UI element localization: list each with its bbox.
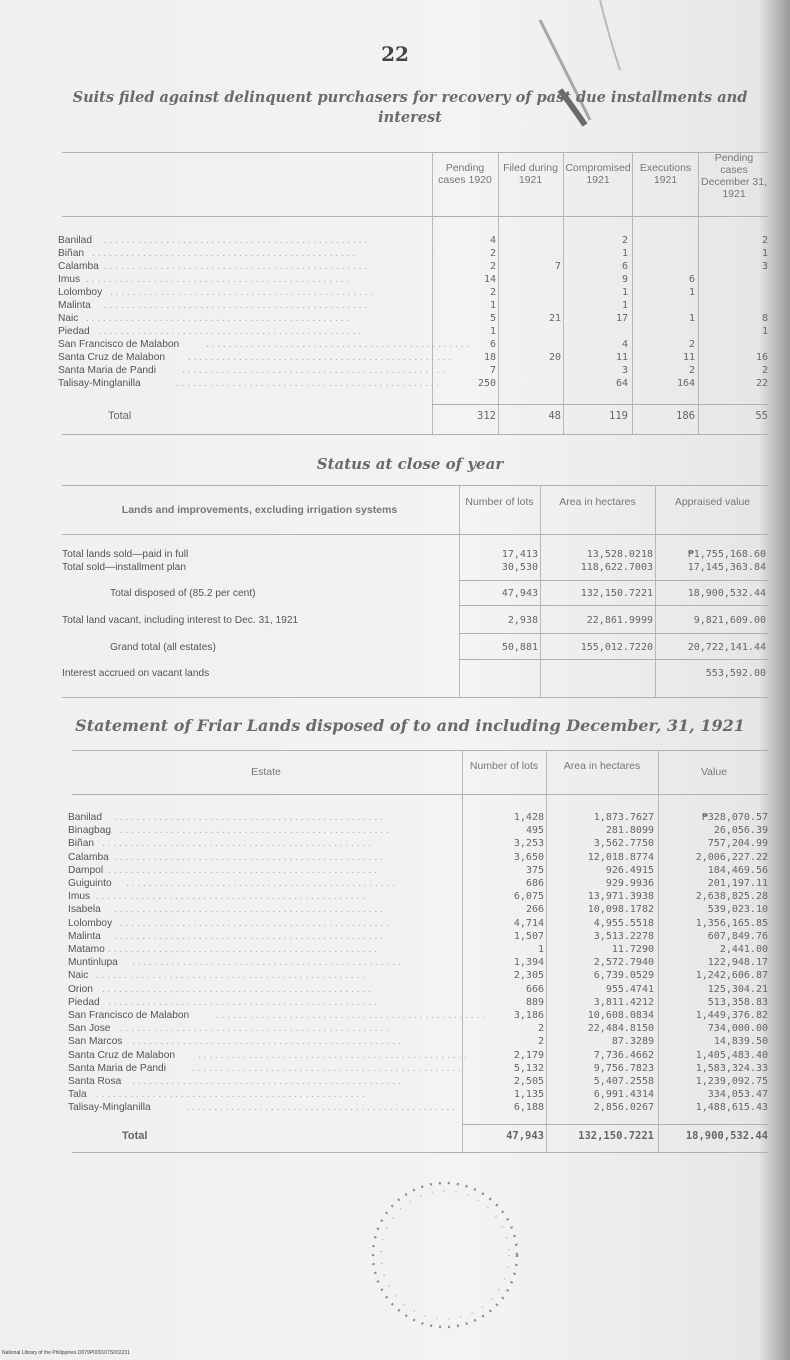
row-name: Piedad <box>58 326 90 337</box>
footer-archive-id: National Library of the Philippines D079P000107S002231 <box>2 1350 130 1356</box>
cell-value: 5,407.2558 <box>593 1076 654 1087</box>
row-name: Matamo <box>68 944 105 955</box>
table-row <box>68 865 772 876</box>
table-row <box>58 326 770 337</box>
cell-value: 64 <box>615 378 628 389</box>
table-row <box>68 918 772 929</box>
row-name: Malinta <box>68 930 101 942</box>
leader-dots: . . . . . . . . . . . . . . . . . . . . . . . . . . . . . . . . . . . . . . . . . . . . . . . . <box>114 851 383 863</box>
leader-dots: . . . . . . . . . . . . . . . . . . . . . . . . . . . . . . . . . . . . . . . . . . . . . . . . <box>132 1036 401 1048</box>
cell-value: 1 <box>688 313 695 324</box>
table-row <box>58 274 770 285</box>
cell-value: 22,484.8150 <box>587 1023 654 1035</box>
suits-title: Suits filed against delinquent purchasers for recovery of past due installments and interest <box>72 89 748 126</box>
cell-value: 6 <box>621 261 628 272</box>
cell-value: 1 <box>688 287 695 298</box>
row-name: Banilad <box>68 812 102 823</box>
total-value: 47,943 <box>506 1130 544 1142</box>
cell-value: ₱328,070.57 <box>701 812 768 823</box>
friar-bottom-rule <box>72 1152 768 1153</box>
leader-dots: . . . . . . . . . . . . . . . . . . . . . . . . . . . . . . . . . . . . . . . . . . . . . . . . <box>108 864 377 876</box>
cell-value: 6 <box>688 274 695 285</box>
row-name: Talisay-Minglanilla <box>68 1102 151 1114</box>
cell-value: 26,056.39 <box>713 825 768 837</box>
suits-col-filed-1921: Filed during 1921 <box>503 162 558 186</box>
table-row <box>68 970 772 981</box>
cell-value: 20,722,141.44 <box>687 642 766 653</box>
table-row <box>68 957 772 968</box>
cell-value: 13,971.3938 <box>587 891 654 903</box>
cell-value: 6,739.0529 <box>593 970 654 982</box>
table-row <box>68 812 772 823</box>
cell-value: 22,861.9999 <box>586 615 653 626</box>
leader-dots: . . . . . . . . . . . . . . . . . . . . . . . . . . . . . . . . . . . . . . . . . . . . . . . . <box>132 1076 401 1087</box>
cell-value: 6,991.4314 <box>593 1089 654 1101</box>
table-row <box>62 615 772 626</box>
row-name: Imus <box>58 274 81 285</box>
cell-value: 87.3289 <box>611 1036 654 1048</box>
cell-value: 1,449,376.82 <box>695 1010 768 1021</box>
friar-title: Statement of Friar Lands disposed of to and including December, 31, 1921 <box>75 716 745 735</box>
cell-value: 7 <box>489 365 496 376</box>
status-header-rule <box>62 534 768 535</box>
cell-value: 2 <box>489 261 496 272</box>
cell-value: 125,304.21 <box>707 983 768 995</box>
cell-value: 7 <box>554 261 561 272</box>
cell-value: 17,413 <box>501 549 538 560</box>
cell-value: 18,900,532.44 <box>687 588 766 599</box>
friar-col-estate: Estate <box>251 766 281 778</box>
cell-value: 1,242,606.87 <box>695 970 768 982</box>
leader-dots: . . . . . . . . . . . . . . . . . . . . . . . . . . . . . . . . . . . . . . . . . . . . . . . . <box>114 904 383 916</box>
cell-value: 12,018.8774 <box>587 851 654 863</box>
total-value: 48 <box>548 410 561 422</box>
row-name: Isabela <box>68 904 101 916</box>
cell-value: 1,583,324.33 <box>695 1062 768 1074</box>
leader-dots: . . . . . . . . . . . . . . . . . . . . . . . . . . . . . . . . . . . . . . . . . . . . . . . . <box>114 930 383 942</box>
cell-value: 2 <box>489 248 496 259</box>
cell-value: 4 <box>489 235 496 246</box>
row-name: Grand total (all estates) <box>110 642 216 653</box>
table-row <box>58 287 770 298</box>
row-name: Santa Rosa <box>68 1076 122 1087</box>
cell-value: 10,608.0834 <box>587 1010 654 1021</box>
table-row <box>68 1089 772 1100</box>
cell-value: ₱1,755,168.60 <box>687 549 766 560</box>
cell-value: 6,075 <box>513 891 544 903</box>
status-sum-rule <box>459 605 768 606</box>
page-number: 22 <box>381 42 409 66</box>
row-name: Interest accrued on vacant lands <box>62 668 210 679</box>
total-value: 18,900,532.44 <box>685 1130 768 1142</box>
table-row <box>68 852 772 863</box>
cell-value: 757,204.99 <box>707 838 768 850</box>
cell-value: 18 <box>483 352 496 363</box>
table-row <box>68 904 772 915</box>
leader-dots: . . . . . . . . . . . . . . . . . . . . . . . . . . . . . . . . . . . . . . . . . . . . . . . . <box>120 917 389 929</box>
table-row <box>68 1036 772 1047</box>
cell-value: 539,023.10 <box>707 904 768 916</box>
cell-value: 3 <box>621 365 628 376</box>
row-name: Tala <box>68 1089 87 1101</box>
cell-value: 1,405,483.40 <box>695 1049 768 1061</box>
cell-value: 250 <box>477 378 496 389</box>
status-sum-rule <box>459 633 768 634</box>
table-row <box>62 668 772 679</box>
cell-value: 13,528.0218 <box>586 549 653 560</box>
row-name: Biñan <box>58 248 85 259</box>
cell-value: 734,000.00 <box>707 1023 768 1035</box>
table-row <box>68 1050 772 1061</box>
cell-value: 926.4915 <box>605 864 654 876</box>
cell-value: 266 <box>525 904 544 916</box>
table-row <box>58 313 770 324</box>
cell-value: 1 <box>621 300 628 311</box>
library-stamp-seal <box>360 1170 530 1340</box>
cell-value: 3 <box>761 261 768 272</box>
table-row <box>68 944 772 955</box>
row-name: Total sold—installment plan <box>62 562 187 573</box>
suits-col-pending-1920: Pending cases 1920 <box>438 162 492 186</box>
cell-value: 3,186 <box>513 1010 544 1021</box>
cell-value: 5,132 <box>513 1062 544 1074</box>
cell-value: 16 <box>755 352 768 363</box>
friar-col-value: Value <box>700 766 728 778</box>
cell-value: 6 <box>489 339 496 350</box>
table-row <box>68 931 772 942</box>
row-name: Malinta <box>58 300 91 311</box>
cell-value: 3,562.7750 <box>593 838 654 850</box>
cell-value: 929.9936 <box>605 878 654 889</box>
row-name: Naic <box>68 970 89 982</box>
cell-value: 2 <box>688 365 695 376</box>
cell-value: 4,714 <box>513 917 544 929</box>
cell-value: 2,856.0267 <box>593 1102 654 1114</box>
cell-value: 30,530 <box>501 562 538 573</box>
cell-value: 184,469.56 <box>707 864 768 876</box>
cell-value: 5 <box>489 313 496 324</box>
row-name: Biñan <box>68 838 95 850</box>
table-row <box>68 838 772 849</box>
cell-value: 1 <box>537 944 544 955</box>
leader-dots: . . . . . . . . . . . . . . . . . . . . . . . . . . . . . . . . . . . . . . . . . . . . . . . . <box>198 1049 467 1061</box>
cell-value: 4 <box>621 339 628 350</box>
cell-value: 375 <box>525 864 544 876</box>
cell-value: 2,179 <box>513 1049 544 1061</box>
suits-total-label: Total <box>108 410 132 422</box>
total-value: 119 <box>609 410 628 422</box>
suits-col-pending-dec: Pending cases December 31, 1921 <box>701 152 767 200</box>
row-name: Santa Cruz de Malabon <box>58 352 166 363</box>
cell-value: 9,821,609.00 <box>693 615 766 626</box>
table-row <box>68 1010 772 1021</box>
friar-total-rule <box>462 1124 768 1125</box>
cell-value: 2,638,825.28 <box>695 891 768 903</box>
leader-dots: . . . . . . . . . . . . . . . . . . . . . . . . . . . . . . . . . . . . . . . . . . . . . . . <box>206 339 470 350</box>
cell-value: 201,197.11 <box>707 878 768 889</box>
leader-dots: . . . . . . . . . . . . . . . . . . . . . . . . . . . . . . . . . . . . . . . . . . . . . . . <box>98 326 362 337</box>
total-value: 55 <box>755 410 768 422</box>
cell-value: 50,881 <box>501 642 538 653</box>
row-name: San Jose <box>68 1023 111 1035</box>
cell-value: 47,943 <box>501 588 538 599</box>
cell-value: 2 <box>489 287 496 298</box>
cell-value: 9 <box>621 274 628 285</box>
cell-value: 3,253 <box>513 838 544 850</box>
cell-value: 6,188 <box>513 1102 544 1114</box>
suits-header-rule <box>62 216 768 217</box>
suits-col-compromised: Compromised 1921 <box>565 162 631 186</box>
table-row <box>62 549 772 560</box>
cell-value: 553,592.00 <box>705 668 766 679</box>
cell-value: 955.4741 <box>605 983 654 995</box>
cell-value: 14 <box>483 274 496 285</box>
cell-value: 3,811.4212 <box>593 996 654 1008</box>
table-row <box>58 235 770 246</box>
row-name: Piedad <box>68 996 100 1008</box>
cell-value: 2 <box>761 235 768 246</box>
table-row <box>58 261 770 272</box>
row-name: Santa Cruz de Malabon <box>68 1049 176 1061</box>
status-col-area: Area in hectares <box>559 496 636 508</box>
leader-dots: . . . . . . . . . . . . . . . . . . . . . . . . . . . . . . . . . . . . . . . . . . . . . . . <box>86 274 350 285</box>
row-name: Santa Maria de Pandi <box>58 365 156 376</box>
row-name: Banilad <box>58 235 92 246</box>
table-row <box>58 339 770 350</box>
table-row <box>68 1102 772 1113</box>
leader-dots: . . . . . . . . . . . . . . . . . . . . . . . . . . . . . . . . . . . . . . . . . . . . . . . <box>182 365 446 376</box>
cell-value: 14,839.50 <box>713 1036 768 1048</box>
cell-value: 20 <box>548 352 561 363</box>
cell-value: 686 <box>525 878 544 889</box>
table-row <box>58 352 770 363</box>
cell-value: 118,622.7003 <box>580 562 653 573</box>
row-name: San Francisco de Malabon <box>68 1010 190 1021</box>
leader-dots: . . . . . . . . . . . . . . . . . . . . . . . . . . . . . . . . . . . . . . . . . . . . . . . <box>92 248 356 259</box>
cell-value: 2,572.7940 <box>593 957 654 969</box>
status-title: Status at close of year <box>316 455 504 473</box>
cell-value: 3,650 <box>513 851 544 863</box>
leader-dots: . . . . . . . . . . . . . . . . . . . . . . . . . . . . . . . . . . . . . . . . . . . . . . . . <box>186 1102 455 1114</box>
leader-dots: . . . . . . . . . . . . . . . . . . . . . . . . . . . . . . . . . . . . . . . . . . . . . . . <box>176 378 440 389</box>
suits-total-rule <box>432 404 768 405</box>
table-row <box>58 248 770 259</box>
cell-value: 3,513.2278 <box>593 930 654 942</box>
cell-value: 2,006,227.22 <box>695 851 768 863</box>
suits-col-executions: Executions 1921 <box>639 162 692 186</box>
cell-value: 164 <box>676 378 695 389</box>
cell-value: 155,012.7220 <box>580 642 653 653</box>
leader-dots: . . . . . . . . . . . . . . . . . . . . . . . . . . . . . . . . . . . . . . . . . . . . . . . . <box>126 878 395 889</box>
status-sum-rule <box>459 580 768 581</box>
cell-value: 334,053.47 <box>707 1089 768 1101</box>
cell-value: 281.8099 <box>605 825 654 837</box>
row-name: Naic <box>58 313 79 324</box>
cell-value: 2,441.00 <box>719 944 768 955</box>
cell-value: 1 <box>621 248 628 259</box>
cell-value: 889 <box>525 996 544 1008</box>
leader-dots: . . . . . . . . . . . . . . . . . . . . . . . . . . . . . . . . . . . . . . . . . . . . . . . . <box>216 1010 485 1021</box>
cell-value: 2 <box>688 339 695 350</box>
cell-value: 1,428 <box>513 812 544 823</box>
cell-value: 4,955.5518 <box>593 917 654 929</box>
cell-value: 1,356,165.85 <box>695 917 768 929</box>
table-row <box>68 878 772 889</box>
row-name: Santa Maria de Pandi <box>68 1062 166 1074</box>
cell-value: 1 <box>621 287 628 298</box>
table-row <box>68 1063 772 1074</box>
cell-value: 11 <box>682 352 695 363</box>
leader-dots: . . . . . . . . . . . . . . . . . . . . . . . . . . . . . . . . . . . . . . . . . . . . . . . . <box>108 996 377 1008</box>
leader-dots: . . . . . . . . . . . . . . . . . . . . . . . . . . . . . . . . . . . . . . . . . . . . . . . . <box>102 838 371 850</box>
status-top-rule <box>62 485 768 486</box>
cell-value: 8 <box>761 313 768 324</box>
cell-value: 513,358.83 <box>707 996 768 1008</box>
cell-value: 1,135 <box>513 1089 544 1101</box>
row-name: Lolomboy <box>68 917 113 929</box>
cell-value: 9,756.7823 <box>593 1062 654 1074</box>
table-row <box>58 365 770 376</box>
cell-value: 2 <box>761 365 768 376</box>
friar-col-lots: Number of lots <box>469 760 539 772</box>
leader-dots: . . . . . . . . . . . . . . . . . . . . . . . . . . . . . . . . . . . . . . . . . . . . . . . . <box>114 812 383 823</box>
row-name: Total disposed of (85.2 per cent) <box>110 588 256 599</box>
status-col-value: Appraised value <box>674 496 751 508</box>
row-name: Total land vacant, including interest to Dec. 31, 1921 <box>62 615 299 626</box>
row-name: Muntinlupa <box>68 957 118 969</box>
cell-value: 1 <box>761 248 768 259</box>
cell-value: 1 <box>489 300 496 311</box>
cell-value: 1,873.7627 <box>593 812 654 823</box>
leader-dots: . . . . . . . . . . . . . . . . . . . . . . . . . . . . . . . . . . . . . . . . . . . . . . . <box>86 313 350 324</box>
leader-dots: . . . . . . . . . . . . . . . . . . . . . . . . . . . . . . . . . . . . . . . . . . . . . . . . <box>120 1023 389 1035</box>
table-row <box>68 891 772 902</box>
cell-value: 17 <box>615 313 628 324</box>
leader-dots: . . . . . . . . . . . . . . . . . . . . . . . . . . . . . . . . . . . . . . . . . . . . . . . <box>188 352 452 363</box>
table-row <box>68 997 772 1008</box>
row-name: Total lands sold—paid in full <box>62 549 189 560</box>
row-name: Calamba <box>68 851 109 863</box>
table-row <box>68 1023 772 1034</box>
suits-bottom-rule <box>62 434 768 435</box>
cell-value: 21 <box>548 313 561 324</box>
leader-dots: . . . . . . . . . . . . . . . . . . . . . . . . . . . . . . . . . . . . . . . . . . . . . . . . <box>96 891 365 903</box>
cell-value: 132,150.7221 <box>580 588 653 599</box>
table-row <box>68 1076 772 1087</box>
cell-value: 495 <box>525 825 544 837</box>
friar-total-label: Total <box>122 1130 148 1142</box>
row-name: Talisay-Minglanilla <box>58 378 141 389</box>
status-col-lots: Number of lots <box>465 496 534 508</box>
cell-value: 1,394 <box>513 957 544 969</box>
row-name: San Francisco de Malabon <box>58 339 180 350</box>
cell-value: 2,938 <box>507 615 538 626</box>
cell-value: 607,849.76 <box>707 930 768 942</box>
cell-value: 11 <box>615 352 628 363</box>
leader-dots: . . . . . . . . . . . . . . . . . . . . . . . . . . . . . . . . . . . . . . . . . . . . . . . <box>104 235 368 246</box>
friar-top-rule <box>72 750 768 751</box>
row-name: Dampol <box>68 864 104 876</box>
suits-top-rule <box>62 152 768 153</box>
leader-dots: . . . . . . . . . . . . . . . . . . . . . . . . . . . . . . . . . . . . . . . . . . . . . . . . <box>192 1062 461 1074</box>
total-value: 132,150.7221 <box>578 1130 654 1142</box>
friar-header-rule <box>72 794 768 795</box>
cell-value: 1,507 <box>513 930 544 942</box>
cell-value: 666 <box>525 983 544 995</box>
cell-value: 22 <box>755 378 768 389</box>
cell-value: 1,488,615.43 <box>695 1102 768 1114</box>
cell-value: 2 <box>621 235 628 246</box>
cell-value: 1 <box>761 326 768 337</box>
cell-value: 17,145,363.84 <box>687 562 766 573</box>
total-value: 312 <box>477 410 496 422</box>
table-row <box>58 378 770 389</box>
leader-dots: . . . . . . . . . . . . . . . . . . . . . . . . . . . . . . . . . . . . . . . . . . . . . . . <box>104 300 368 311</box>
status-bottom-rule <box>62 697 768 698</box>
row-name: Lolomboy <box>58 287 103 298</box>
table-row <box>68 984 772 995</box>
row-name: San Marcos <box>68 1036 123 1048</box>
table-row <box>68 825 772 836</box>
row-name: Guiguinto <box>68 878 112 889</box>
leader-dots: . . . . . . . . . . . . . . . . . . . . . . . . . . . . . . . . . . . . . . . . . . . . . . . . <box>120 825 389 837</box>
leader-dots: . . . . . . . . . . . . . . . . . . . . . . . . . . . . . . . . . . . . . . . . . . . . . . . . <box>108 944 377 955</box>
row-name: Binagbag <box>68 825 112 837</box>
leader-dots: . . . . . . . . . . . . . . . . . . . . . . . . . . . . . . . . . . . . . . . . . . . . . . . . <box>102 983 371 995</box>
cell-value: 2 <box>537 1023 544 1035</box>
cell-value: 7,736.4662 <box>593 1049 654 1061</box>
leader-dots: . . . . . . . . . . . . . . . . . . . . . . . . . . . . . . . . . . . . . . . . . . . . . . . <box>110 287 374 298</box>
cell-value: 2,505 <box>513 1076 544 1087</box>
friar-col-area: Area in hectares <box>563 760 641 772</box>
status-header-label: Lands and improvements, excluding irrigation systems <box>121 504 398 516</box>
leader-dots: . . . . . . . . . . . . . . . . . . . . . . . . . . . . . . . . . . . . . . . . . . . . . . . <box>104 261 368 272</box>
leader-dots: . . . . . . . . . . . . . . . . . . . . . . . . . . . . . . . . . . . . . . . . . . . . . . . . <box>132 957 401 969</box>
leader-dots: . . . . . . . . . . . . . . . . . . . . . . . . . . . . . . . . . . . . . . . . . . . . . . . . <box>96 1089 365 1101</box>
cell-value: 2 <box>537 1036 544 1048</box>
row-name: Orion <box>68 983 93 995</box>
row-name: Calamba <box>58 261 99 272</box>
cell-value: 1 <box>489 326 496 337</box>
row-name: Imus <box>68 891 91 903</box>
table-row <box>62 588 772 599</box>
leader-dots: . . . . . . . . . . . . . . . . . . . . . . . . . . . . . . . . . . . . . . . . . . . . . . . . <box>96 970 365 982</box>
table-row <box>62 562 772 573</box>
cell-value: 122,948.17 <box>707 957 768 969</box>
cell-value: 1,239,092.75 <box>695 1076 768 1087</box>
cell-value: 2,305 <box>513 970 544 982</box>
cell-value: 11.7290 <box>611 944 654 955</box>
status-sum-rule <box>459 659 768 660</box>
cell-value: 10,098.1782 <box>587 904 654 916</box>
table-row <box>58 300 770 311</box>
table-row <box>62 642 772 653</box>
total-value: 186 <box>676 410 695 422</box>
